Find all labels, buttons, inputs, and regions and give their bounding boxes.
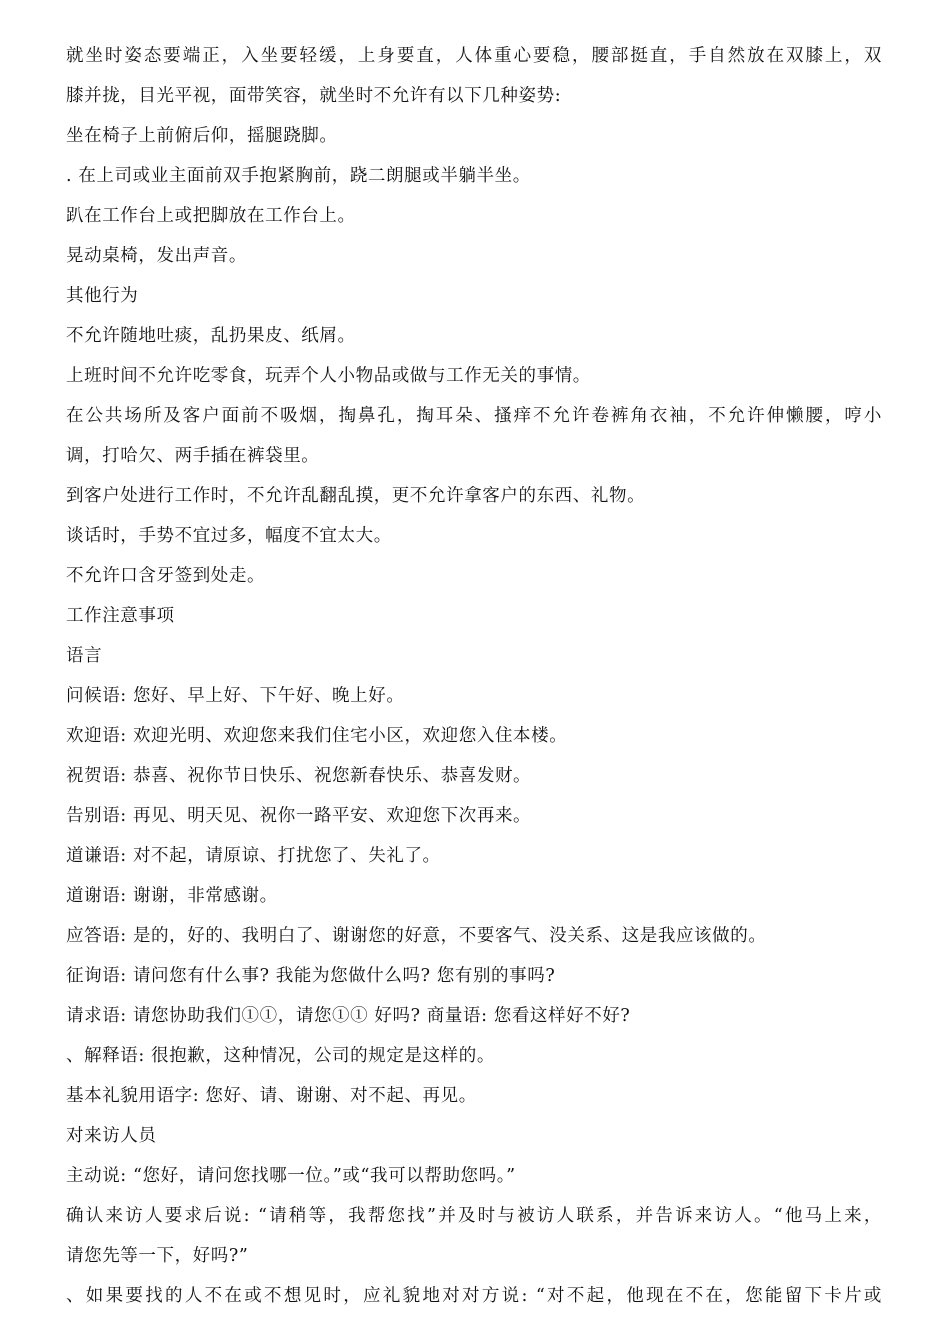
- section-heading-other-behavior: 其他行为: [66, 286, 139, 306]
- text-line-12: 到客户处进行工作时，不允许乱翻乱摸，更不允许拿客户的东西、礼物。: [66, 486, 646, 506]
- text-line-13: 谈话时，手势不宜过多，幅度不宜太大。: [66, 526, 392, 546]
- text-line-17: 问候语: 您好、早上好、下午好、晚上好。: [66, 686, 405, 706]
- section-heading-visitors: 对来访人员: [66, 1126, 157, 1146]
- text-line-23: 应答语: 是的，好的、我明白了、谢谢您的好意，不要客气、没关系、这是我应该做的。: [66, 926, 767, 946]
- text-line-24: 征询语: 请问您有什么事? 我能为您做什么吗? 您有别的事吗?: [66, 966, 556, 986]
- text-line-29: 主动说: “您好，请问您找哪一位。”或“我可以帮助您吗。”: [66, 1166, 516, 1186]
- text-line-10: 在公共场所及客户面前不吸烟，掏鼻孔，掏耳朵、搔痒不允许卷裤角衣袖，不允许伸懒腰，哼小: [66, 406, 882, 426]
- text-line-20: 告别语: 再见、明天见、祝你一路平安、欢迎您下次再来。: [66, 806, 532, 826]
- text-line-19: 祝贺语: 恭喜、祝你节日快乐、祝您新春快乐、恭喜发财。: [66, 766, 532, 786]
- text-line-8: 不允许随地吐痰，乱扔果皮、纸屑。: [66, 326, 356, 346]
- section-heading-language: 语言: [66, 646, 103, 666]
- text-line-2: 膝并拢，目光平视，面带笑容，就坐时不允许有以下几种姿势:: [66, 86, 562, 106]
- text-line-27: 基本礼貌用语字: 您好、请、谢谢、对不起、再见。: [66, 1086, 477, 1106]
- text-line-31: 请您先等一下，好吗?”: [66, 1246, 249, 1266]
- text-line-25: 请求语: 请您协助我们①①，请您①① 好吗? 商量语: 您看这样好不好?: [66, 1006, 631, 1026]
- text-line-3: 坐在椅子上前俯后仰，摇腿跷脚。: [66, 126, 338, 146]
- text-line-4: . 在上司或业主面前双手抱紧胸前，跷二朗腿或半躺半坐。: [66, 166, 531, 186]
- text-line-26: 、解释语: 很抱歉，这种情况，公司的规定是这样的。: [66, 1046, 495, 1066]
- text-line-32: 、如果要找的人不在或不想见时，应礼貌地对对方说: “对不起，他现在不在，您能留下卡片或: [66, 1286, 882, 1306]
- text-line-11: 调，打哈欠、两手插在裤袋里。: [66, 446, 320, 466]
- text-line-1: 就坐时姿态要端正，入坐要轻缓，上身要直，人体重心要稳，腰部挺直，手自然放在双膝上，双: [66, 46, 882, 66]
- text-line-18: 欢迎语: 欢迎光明、欢迎您来我们住宅小区，欢迎您入住本楼。: [66, 726, 568, 746]
- text-line-21: 道谦语: 对不起，请原谅、打扰您了、失礼了。: [66, 846, 441, 866]
- text-line-6: 晃动桌椅，发出声音。: [66, 246, 247, 266]
- text-line-22: 道谢语: 谢谢，非常感谢。: [66, 886, 278, 906]
- text-line-5: 趴在工作台上或把脚放在工作台上。: [66, 206, 356, 226]
- text-line-30: 确认来访人要求后说: “请稍等，我帮您找”并及时与被访人联系，并告诉来访人。“他马上来，: [66, 1206, 882, 1226]
- text-line-14: 不允许口含牙签到处走。: [66, 566, 266, 586]
- text-line-9: 上班时间不允许吃零食，玩弄个人小物品或做与工作无关的事情。: [66, 366, 591, 386]
- section-heading-work-notes: 工作注意事项: [66, 606, 175, 626]
